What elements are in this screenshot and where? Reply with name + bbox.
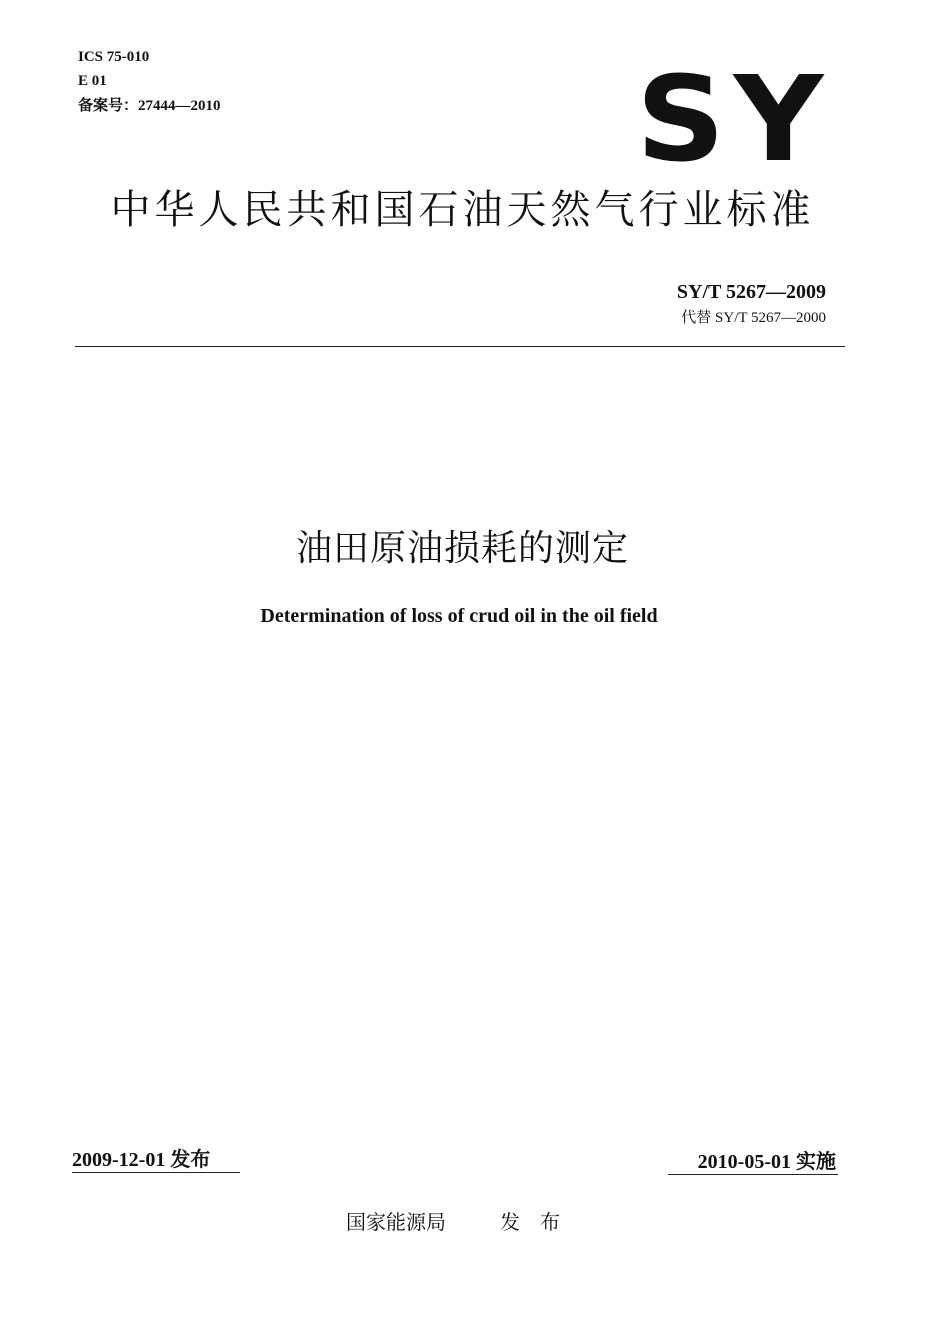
replaces-standard: 代替 SY/T 5267—2000	[681, 310, 826, 326]
ics-code: ICS 75-010	[78, 49, 150, 65]
header-divider	[75, 346, 845, 347]
ccs-code: E 01	[78, 73, 107, 89]
sy-logo: SY	[636, 50, 832, 188]
publish-label: 发布	[500, 1210, 580, 1234]
issue-date: 2009-12-01 发布	[72, 1149, 211, 1171]
implementation-date-underline	[668, 1174, 838, 1175]
document-title-english: Determination of loss of crud oil in the oil field	[260, 605, 658, 627]
issue-date-underline	[72, 1172, 240, 1173]
publisher-name: 国家能源局	[346, 1210, 446, 1234]
standard-number: SY/T 5267—2009	[676, 281, 826, 303]
document-title-chinese: 油田原油损耗的测定	[295, 528, 629, 569]
organization-title: 中华人民共和国石油天然气行业标准	[110, 187, 815, 233]
implementation-date: 2010-05-01 实施	[697, 1151, 836, 1173]
record-number: 备案号：27444—2010	[78, 98, 221, 114]
